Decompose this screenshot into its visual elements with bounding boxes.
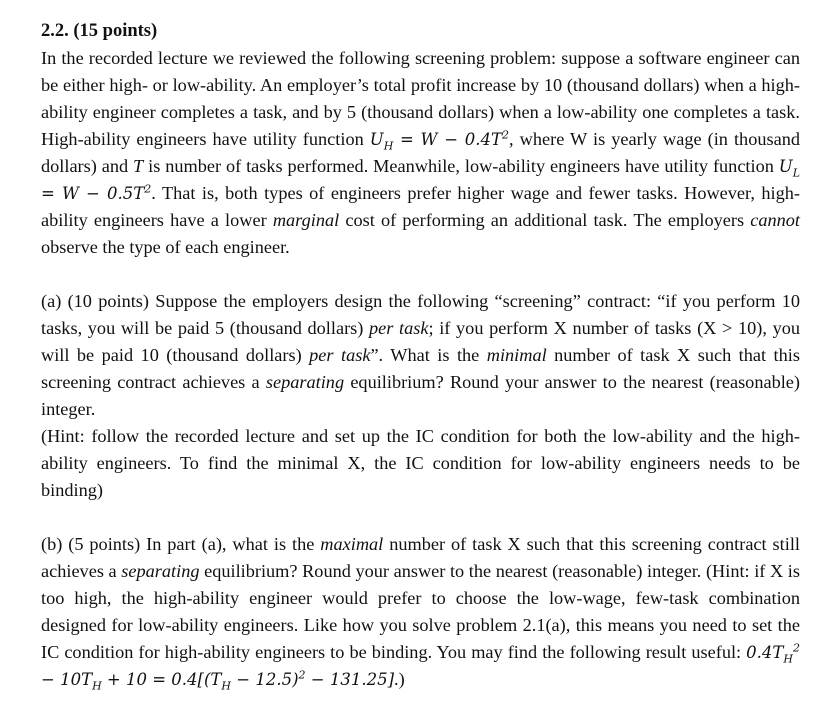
part-a-hint: (Hint: follow the recorded lecture and set up the IC condition for both the low-ability and the high-ability engineers. To find the minimal X, the IC condition for low-ability engineers needs to be binding) (41, 426, 800, 500)
part-b-question: (b) (5 points) In part (a), what is the maximal number of task X such that this screening contract still achieves a separating equilibrium? Round your answer to the nearest (reasonable) integer. (Hint: if X is too high, the high-ability engineer would prefer to choose the low-wage, few-task combination designed for low-ability engineers. Like how you solve problem 2.1(a), this means you need to set the IC condition for high-ability engineers to be binding. You may find the following result useful: $0.4T_H^2 - 10T_H + 10 = 0.4[(T_H - 12.5)^2 - 131.25]$.) (41, 534, 800, 693)
part-a-question: (a) (10 points) Suppose the employers design the following “screening” contract: “if you perform 10 tasks, you will be paid 5 (thousand dollars) per task; if you perform X number of tasks (X > 10), you will be paid 10 (thousand dollars) per task”. What is the minimal number of task X such that this screening contract achieves a separating equilibrium? Round your answer to the nearest (reasonable) integer. (41, 291, 801, 419)
intro-text-6: observe the type of each engineer. (41, 237, 290, 257)
emphasis-marginal: marginal (272, 210, 340, 230)
task-variable: T (133, 156, 144, 176)
intro-text-3: is number of tasks performed. Meanwhile, low-ability engineers have utility function (143, 156, 779, 176)
emphasis-cannot: cannot (750, 210, 801, 230)
intro-text-5: cost of performing an additional task. The employers (339, 210, 751, 230)
intro-text-2: , where W is yearly wage (in thousand dollars) and (41, 129, 800, 176)
useful-result-formula: $0.4T_H^2 - 10T_H + 10 = 0.4[(T_H - 12.5)^2 - 131.25]$ (41, 641, 800, 693)
spacer (41, 504, 800, 531)
utility-high-formula: $U_H = W - 0.4T^2$ (369, 128, 510, 153)
intro-text-4: . That is, both types of engineers prefer higher wage and fewer tasks. However, high-ability engineers have a lower (41, 183, 801, 230)
intro-text-1: In the recorded lecture we reviewed the following screening problem: suppose a software engineer can be either high- or low-ability. An employer’s total profit increase by 10 (thousand dollars) when a high-ability engineer completes a task, and by 5 (thousand dollars) when a low-ability one completes a task. High-ability engineers have utility function (41, 48, 800, 149)
utility-low-formula: $U_L = W - 0.5T^2$ (41, 157, 800, 203)
spacer (41, 261, 800, 288)
problem-heading: 2.2. (15 points) (41, 21, 158, 41)
problem-intro (41, 45, 800, 261)
